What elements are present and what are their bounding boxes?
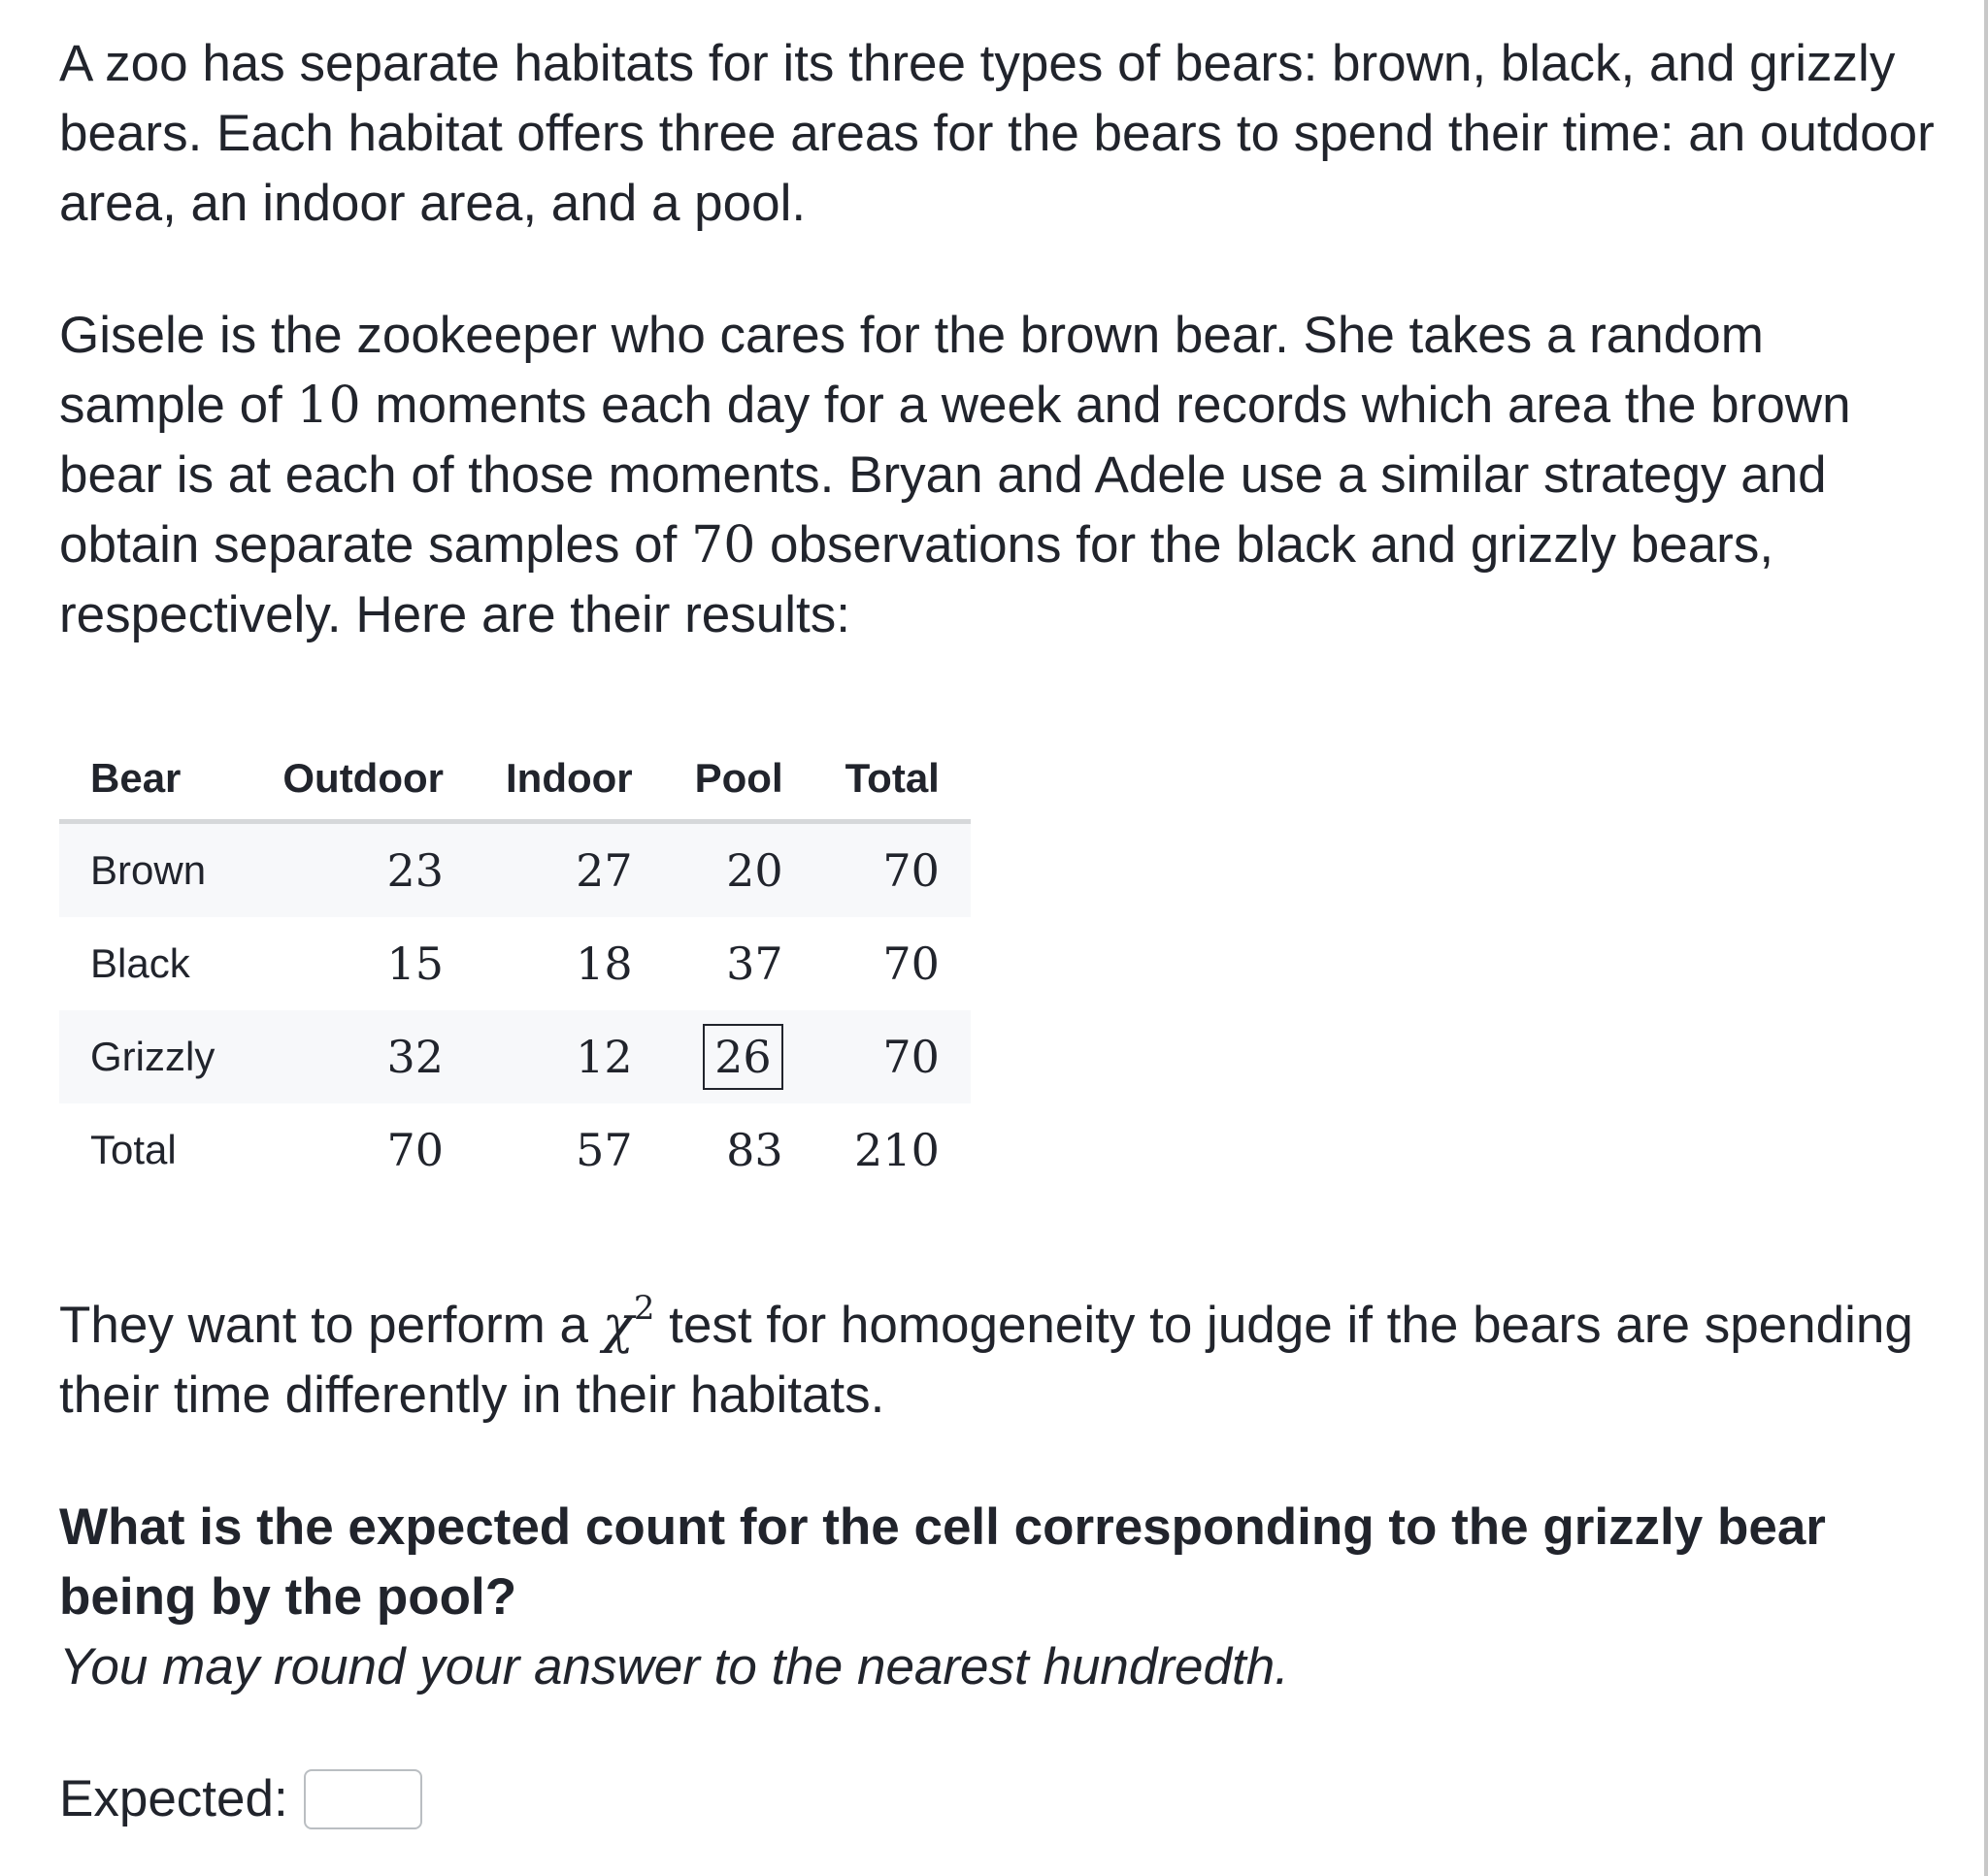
cell-total-pool: 83 xyxy=(726,1124,783,1176)
table-row-grizzly xyxy=(59,1010,971,1103)
expected-answer-input[interactable] xyxy=(304,1769,422,1829)
cell-black-pool: 37 xyxy=(726,938,783,990)
sampling-paragraph xyxy=(59,301,1942,650)
cell-brown-outdoor: 23 xyxy=(248,822,475,918)
table-row-black xyxy=(59,917,971,1010)
sample-size-number: 70 xyxy=(691,516,756,575)
cell-brown-total: 70 xyxy=(814,822,971,918)
cell-total-outdoor: 70 xyxy=(386,1124,444,1176)
sampling-text-3: observations for the black and grizzly bears, respectively. Here are their results: xyxy=(59,516,1774,643)
chi-exponent: 2 xyxy=(633,1289,655,1328)
cell-black-total: 70 xyxy=(882,938,940,990)
right-edge-border xyxy=(1984,0,1988,1876)
problem-content xyxy=(59,29,1942,650)
sample-moments-number: 10 xyxy=(296,377,361,435)
results-table xyxy=(59,738,971,1197)
question-section xyxy=(59,1291,1942,1834)
row-label: Black xyxy=(90,940,190,986)
cell-black-indoor: 18 xyxy=(576,938,633,990)
test-description xyxy=(59,1291,1942,1431)
header-bear: Bear xyxy=(59,738,248,822)
rounding-hint: You may round your answer to the nearest hundredth. xyxy=(59,1638,1289,1695)
sampling-text-1: Gisele is the zookeeper who cares for the brown bear. She takes a random sample of xyxy=(59,307,1764,434)
cell-brown-pool: 20 xyxy=(664,822,814,918)
cell-grizzly-pool-wrapper xyxy=(664,1010,814,1103)
row-label: Grizzly xyxy=(59,1010,248,1103)
table-header-row xyxy=(59,738,971,822)
sampling-text-2: moments each day for a week and records which area the brown bear is at each of those moments. Bryan and Adele use a similar strategy and obtain separate samples of xyxy=(59,377,1851,574)
cell-grizzly-pool-highlighted: 26 xyxy=(703,1024,783,1090)
header-indoor: Indoor xyxy=(475,738,664,822)
cell-grizzly-indoor: 12 xyxy=(475,1010,664,1103)
cell-grand-total: 210 xyxy=(854,1124,940,1176)
expected-label: Expected: xyxy=(59,1770,288,1827)
header-total: Total xyxy=(814,738,971,822)
cell-grizzly-outdoor: 32 xyxy=(248,1010,475,1103)
test-text-2: test for homogeneity to judge if the bears are spending their time differently in their habitats. xyxy=(59,1297,1913,1424)
intro-paragraph: A zoo has separate habitats for its three types of bears: brown, black, and grizzly bears. Each habitat offers three areas for the bears to spend their time: an outdoor area, an indoor area, and a pool. xyxy=(59,35,1935,232)
row-label: Brown xyxy=(59,822,248,918)
header-outdoor: Outdoor xyxy=(248,738,475,822)
chi-symbol: χ xyxy=(602,1296,634,1355)
question-prompt: What is the expected count for the cell corresponding to the grizzly bear being by the pool? xyxy=(59,1498,1826,1626)
table-row-total xyxy=(59,1103,971,1197)
test-text-1: They want to perform a xyxy=(59,1297,603,1354)
row-label: Total xyxy=(90,1127,177,1172)
cell-black-outdoor: 15 xyxy=(386,938,444,990)
table-row-brown xyxy=(59,822,971,918)
cell-total-indoor: 57 xyxy=(576,1124,633,1176)
answer-row xyxy=(59,1764,1942,1834)
header-pool: Pool xyxy=(664,738,814,822)
cell-grizzly-total: 70 xyxy=(814,1010,971,1103)
cell-brown-indoor: 27 xyxy=(475,822,664,918)
